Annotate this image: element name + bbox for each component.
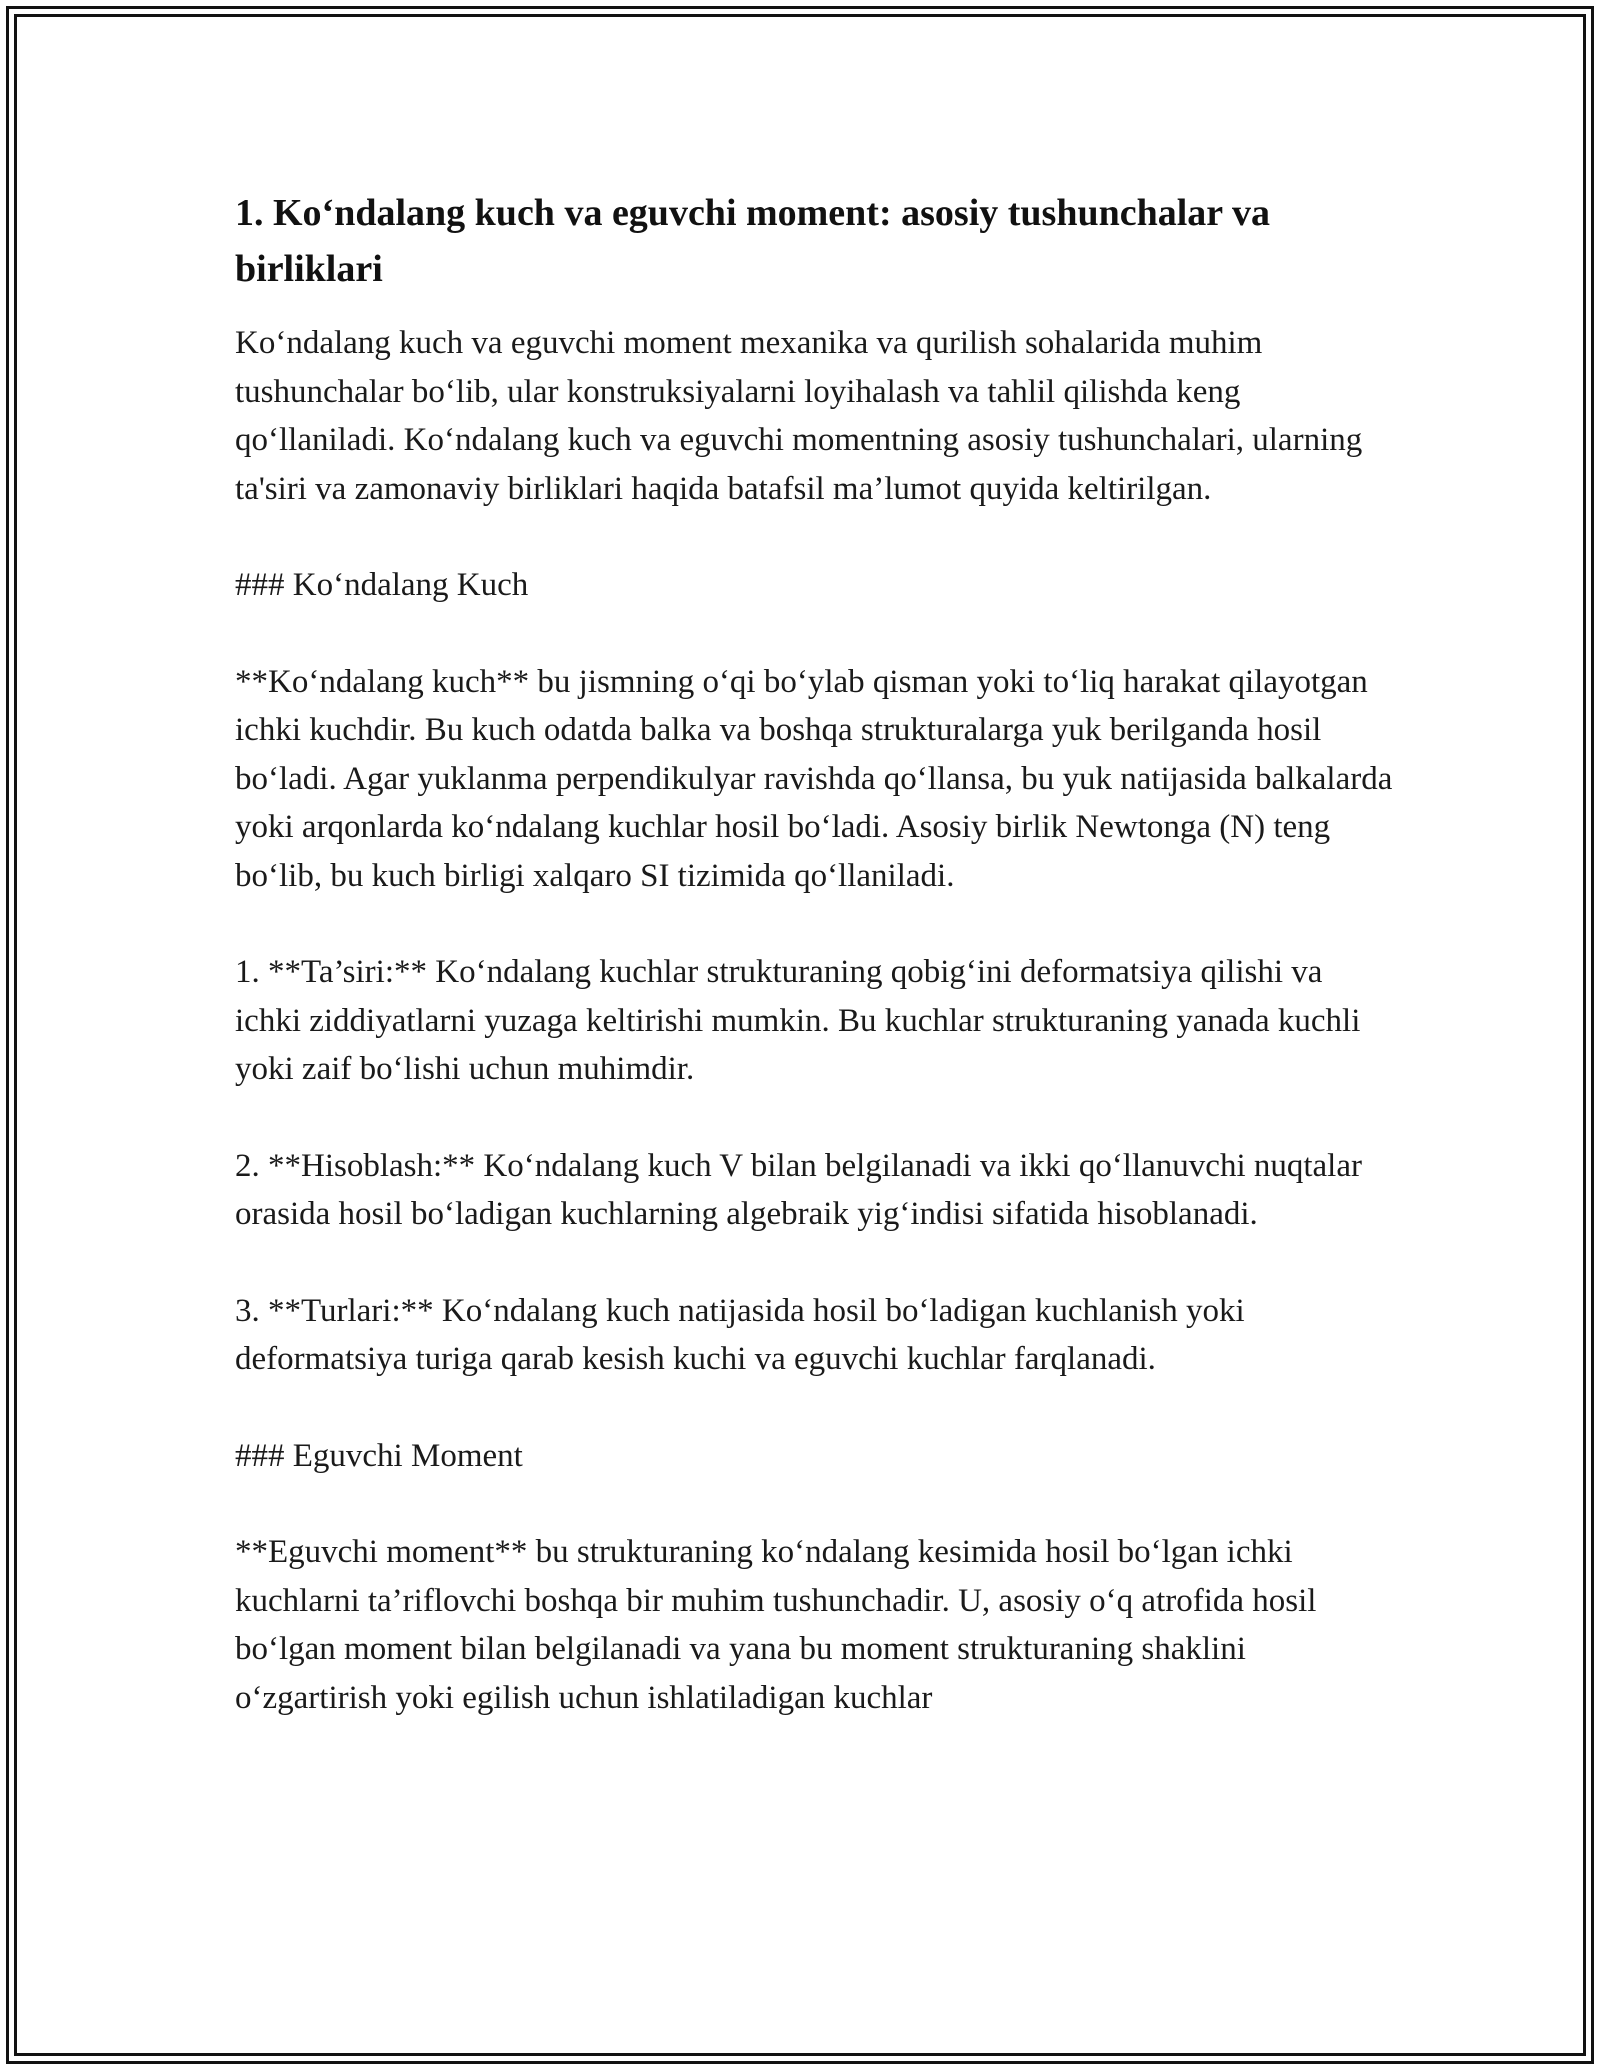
list-item-turlari: 3. **Turlari:** Ko‘ndalang kuch natijasida hosil bo‘ladigan kuchlanish yoki deformatsiya turiga qarab kesish kuchi va eguvchi kuchlar farqlanadi. [235,1292,1245,1377]
intro-paragraph: Ko‘ndalang kuch va eguvchi moment mexanika va qurilish sohalarida muhim tushunchalar bo‘lib, ular konstruksiyalarni loyihalash va tahlil qilishda keng qo‘llaniladi. Ko‘ndalang kuch va eguvchi momentning asosiy tushunchalari, ularning ta'siri va zamonaviy birliklari haqida batafsil ma’lumot quyida keltirilgan. [235,325,1363,507]
section-heading: 1. Ko‘ndalang kuch va eguvchi moment: asosiy tushunchalar va birliklari [235,192,1270,290]
subheading-kondalang-kuch: ### Ko‘ndalang Kuch [235,567,529,603]
list-item-hisoblash: 2. **Hisoblash:** Ko‘ndalang kuch V bilan belgilanadi va ikki qo‘llanuvchi nuqtalar orasida hosil bo‘ladigan kuchlarning algebraik yig‘indisi sifatida hisoblanadi. [235,1147,1362,1232]
subheading-eguvchi-moment: ### Eguvchi Moment [235,1437,523,1474]
kondalang-kuch-definition: **Ko‘ndalang kuch** bu jismning o‘qi bo‘ylab qisman yoki to‘liq harakat qilayotgan ichki kuchdir. Bu kuch odatda balka va boshqa strukturalarga yuk berilganda hosil bo‘ladi. Agar yuklanma perpendikulyar ravishda qo‘llansa, bu yuk natijasida balkalarda yoki arqonlarda ko‘ndalang kuchlar hosil bo‘ladi. Asosiy birlik Newtonga (N) teng bo‘lib, bu kuch birligi xalqaro SI tizimida qo‘llaniladi. [235,663,1393,894]
list-item-tasiri: 1. **Ta’siri:** Ko‘ndalang kuchlar strukturaning qobig‘ini deformatsiya qilishi va ichki ziddiyatlarni yuzaga keltirishi mumkin. Bu kuchlar strukturaning yanada kuchli yoki zaif bo‘lishi uchun muhimdir. [235,954,1361,1087]
document-body [235,185,1395,1722]
eguvchi-moment-definition: **Eguvchi moment** bu strukturaning ko‘ndalang kesimida hosil bo‘lgan ichki kuchlarni ta’riflovchi boshqa bir muhim tushunchadir. U, asosiy o‘q atrofida hosil bo‘lgan moment bilan belgilanadi va yana bu moment strukturaning shaklini o‘zgartirish yoki egilish uchun ishlatiladigan kuchlar [235,1534,1317,1716]
